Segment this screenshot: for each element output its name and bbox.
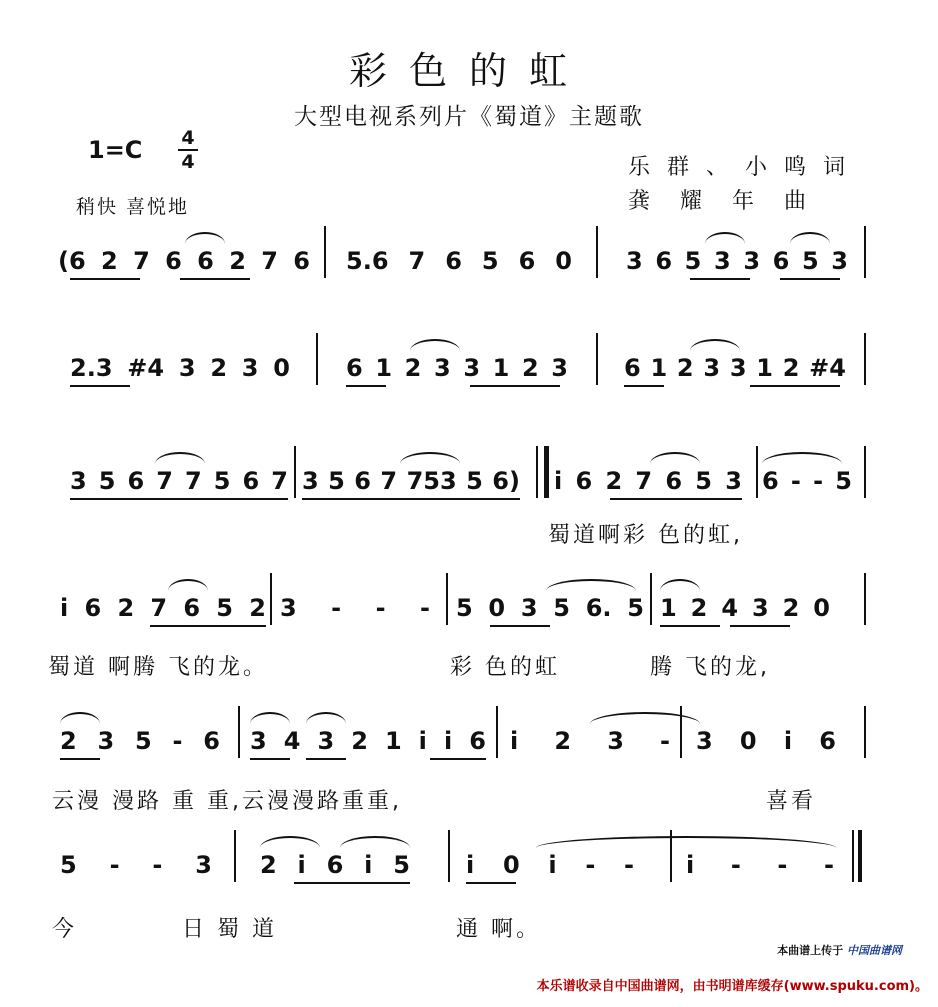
note: 2: [690, 594, 708, 622]
note: 1: [756, 354, 773, 382]
note: i: [60, 594, 69, 622]
lyric-line: 腾 飞的龙,: [650, 655, 770, 680]
note: i: [364, 851, 373, 879]
note: 2: [260, 851, 277, 879]
note: 3: [280, 594, 297, 622]
note: -: [420, 594, 430, 622]
note: 6: [203, 727, 220, 755]
note: 5.6: [346, 247, 389, 275]
measure: [60, 842, 212, 888]
note: 7: [261, 247, 278, 275]
note: 6: [354, 467, 371, 495]
note: 5: [466, 467, 483, 495]
note: 5: [60, 851, 77, 879]
note: -: [375, 594, 386, 622]
note: 7: [185, 467, 202, 495]
note: 2: [117, 594, 135, 622]
note: -: [152, 851, 163, 879]
note: 3: [729, 354, 747, 382]
note: 3: [713, 247, 731, 275]
note: 2: [782, 354, 800, 382]
note: -: [624, 851, 634, 879]
note: -: [109, 851, 120, 879]
note: 3: [433, 354, 451, 382]
note: 6: [655, 247, 673, 275]
note: 2: [351, 727, 368, 755]
note: 3: [551, 354, 568, 382]
note: 6: [445, 247, 462, 275]
lyric-line: 云漫 漫路 重 重,云漫漫路重重,: [52, 789, 402, 814]
note: 6: [84, 594, 102, 622]
note: 7: [156, 467, 173, 495]
time-signature-top: 4: [181, 127, 195, 149]
note: -: [824, 851, 834, 879]
time-signature: [178, 128, 198, 172]
score-system-2: [50, 345, 870, 391]
note: 1: [492, 354, 510, 382]
note: 3: [195, 851, 212, 879]
measure: [280, 585, 430, 631]
site-logo[interactable]: 中国曲谱网: [847, 944, 902, 957]
note: 6: [624, 354, 641, 382]
score-system-4: [50, 585, 870, 631]
note: 6: [575, 467, 593, 495]
note: 0: [813, 594, 830, 622]
note: 5: [456, 594, 473, 622]
note: 2: [249, 594, 266, 622]
note: #4: [127, 354, 165, 382]
note: i: [510, 727, 519, 755]
note: 7: [380, 467, 398, 495]
lyric-line: 彩 色的虹: [450, 655, 560, 680]
lyric-line: 喜看: [766, 789, 817, 814]
note: 2: [60, 727, 77, 755]
measure: [510, 718, 670, 764]
note: -: [730, 851, 741, 879]
note: 3: [302, 467, 319, 495]
note: 2: [210, 354, 228, 382]
note: 5: [216, 594, 233, 622]
note: 6: [242, 467, 260, 495]
lyric-line: 通 啊。: [456, 917, 541, 942]
note: 6: [518, 247, 536, 275]
note: 6: [665, 467, 683, 495]
note: 3: [696, 727, 713, 755]
note: 3: [607, 727, 624, 755]
note: 1: [384, 727, 402, 755]
note: 0: [502, 851, 520, 879]
lyricist-credit: 乐群、小鸣词: [628, 155, 863, 180]
note: 7: [150, 594, 168, 622]
note: 2: [554, 727, 572, 755]
note: 2: [605, 467, 623, 495]
upload-note: [777, 942, 902, 958]
note: 3: [751, 594, 769, 622]
note: 2: [101, 247, 118, 275]
note: i: [297, 851, 306, 879]
note: 7: [271, 467, 288, 495]
note: i: [548, 851, 557, 879]
note: -: [585, 851, 596, 879]
note: 7: [635, 467, 653, 495]
note: 3: [626, 247, 643, 275]
note: 3: [743, 247, 761, 275]
note: -: [660, 727, 670, 755]
note: 2: [782, 594, 800, 622]
measure: [762, 458, 852, 504]
note: 2: [229, 247, 246, 275]
note: 1: [650, 354, 668, 382]
note: 6: [127, 467, 145, 495]
note: 3: [703, 354, 721, 382]
upload-note-prefix: 本曲谱上传于: [777, 944, 844, 957]
key-signature: 1=C: [88, 136, 143, 164]
note: -: [790, 467, 801, 495]
note: 5: [135, 727, 152, 755]
note: -: [777, 851, 788, 879]
measure: [696, 718, 836, 764]
note: 6: [772, 247, 790, 275]
note: 3: [241, 354, 259, 382]
note: 7: [408, 247, 426, 275]
note: 5: [213, 467, 231, 495]
note: 3: [97, 727, 115, 755]
note: 1: [375, 354, 393, 382]
note: 5: [553, 594, 570, 622]
note: 6.: [585, 594, 612, 622]
note: 5: [695, 467, 712, 495]
note: 5: [627, 594, 644, 622]
note: 6: [819, 727, 836, 755]
note: 6): [492, 467, 520, 495]
note: 4: [283, 727, 301, 755]
note: -: [331, 594, 342, 622]
score-system-3: [50, 458, 870, 504]
note: #4: [809, 354, 846, 382]
composer-credit: 龚耀年曲: [628, 189, 837, 214]
score-system-6: [50, 842, 870, 888]
note: i: [443, 727, 453, 755]
note: 2.3: [70, 354, 113, 382]
measure: [346, 238, 572, 284]
note: 2: [521, 354, 539, 382]
note: 5: [835, 467, 852, 495]
lyric-line: 蜀道啊彩 色的虹,: [548, 523, 743, 548]
note: -: [813, 467, 824, 495]
note: i: [686, 851, 695, 879]
note: (6: [58, 247, 86, 275]
note: 5: [393, 851, 410, 879]
note: 3: [70, 467, 87, 495]
note: 3: [520, 594, 538, 622]
note: 1: [660, 594, 677, 622]
note: 6: [197, 247, 214, 275]
lyric-line: 日 蜀 道: [182, 917, 277, 942]
note: 0: [555, 247, 572, 275]
note: 0: [488, 594, 506, 622]
note: 6: [165, 247, 182, 275]
note: -: [172, 727, 183, 755]
note: 3: [725, 467, 742, 495]
note: 6: [469, 727, 486, 755]
lyric-line: 今: [52, 917, 78, 942]
note: i: [783, 727, 793, 755]
note: i: [418, 727, 427, 755]
note: 3: [317, 727, 335, 755]
note: 5: [98, 467, 116, 495]
note: 0: [739, 727, 757, 755]
note: 3: [831, 247, 848, 275]
tempo-marking: 稍快 喜悦地: [76, 196, 190, 218]
note: i: [466, 851, 475, 879]
note: 7: [133, 247, 150, 275]
note: 0: [273, 354, 290, 382]
note: 3: [463, 354, 481, 382]
lyric-line: 蜀道 啊腾 飞的龙。: [48, 655, 268, 680]
note: 753: [406, 467, 457, 495]
note: 3: [178, 354, 196, 382]
note: 6: [183, 594, 201, 622]
note: 6: [346, 354, 363, 382]
note: 4: [721, 594, 739, 622]
note: 2: [404, 354, 422, 382]
note: 5: [801, 247, 819, 275]
measure: [456, 585, 644, 631]
note: i: [554, 467, 563, 495]
source-note: 本乐谱收录自中国曲谱网，由书明谱库缓存(www.spuku.com)。: [536, 979, 928, 994]
note: 5: [684, 247, 702, 275]
song-subtitle: 大型电视系列片《蜀道》主题歌: [294, 104, 644, 130]
time-signature-bottom: 4: [181, 151, 195, 173]
score-system-5: [50, 718, 870, 764]
note: 5: [481, 247, 499, 275]
note: 3: [250, 727, 267, 755]
note: 2: [676, 354, 694, 382]
note: 6: [762, 467, 779, 495]
note: 5: [328, 467, 345, 495]
measure: [686, 842, 834, 888]
note: 6: [293, 247, 310, 275]
song-title: 彩色的虹: [348, 49, 589, 93]
score-system-1: [50, 238, 870, 284]
note: 6: [326, 851, 344, 879]
